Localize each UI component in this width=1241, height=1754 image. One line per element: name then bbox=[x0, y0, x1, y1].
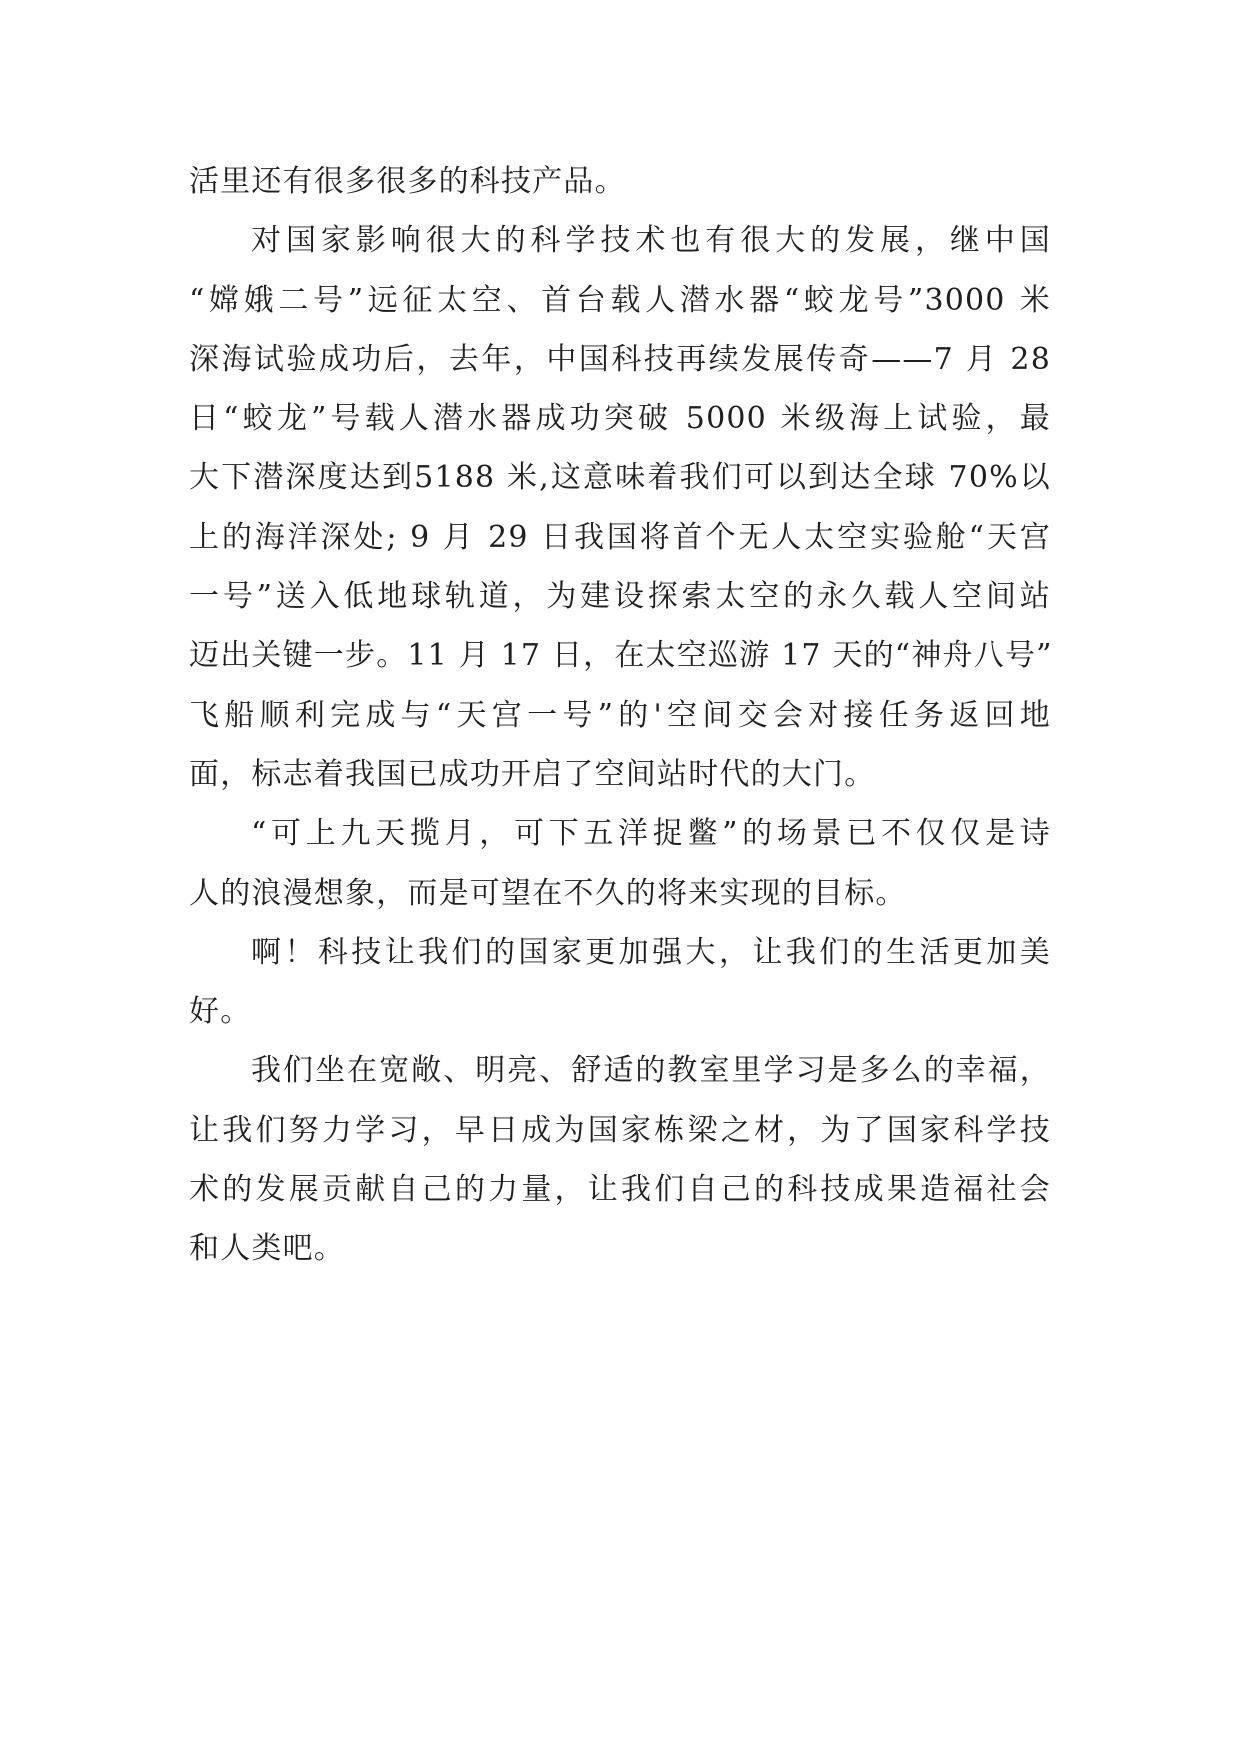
paragraph-5-line-3: 术的发展贡献自己的力量，让我们自己的科技成果造福社会 bbox=[189, 1172, 1051, 1208]
paragraph-2-line-1: 对国家影响很大的科学技术也有很大的发展，继中国 bbox=[251, 223, 1051, 259]
paragraph-5-line-1: 我们坐在宽敞、明亮、舒适的教室里学习是多么的幸福， bbox=[251, 1053, 1051, 1089]
paragraph-2-line-3: 深海试验成功后，去年，中国科技再续发展传奇——7 月 28 bbox=[189, 341, 1051, 377]
paragraph-2-line-10: 面，标志着我国已成功开启了空间站时代的大门。 bbox=[189, 756, 876, 792]
paragraph-1 bbox=[189, 152, 1051, 211]
paragraph-4 bbox=[189, 923, 1051, 1042]
paragraph-5 bbox=[189, 1041, 1051, 1278]
paragraph-5-line-2: 让我们努力学习，早日成为国家栋梁之材，为了国家科学技 bbox=[189, 1112, 1051, 1148]
paragraph-3 bbox=[189, 804, 1051, 923]
paragraph-2-line-7: 一号”送入低地球轨道，为建设探索太空的永久载人空间站 bbox=[189, 579, 1051, 615]
paragraph-2-line-6: 上的海洋深处; 9 月 29 日我国将首个无人太空实验舱“天宫 bbox=[189, 519, 1051, 555]
paragraph-2 bbox=[189, 211, 1051, 804]
paragraph-4-line-1: 啊！科技让我们的国家更加强大，让我们的生活更加美 bbox=[251, 934, 1051, 970]
paragraph-2-line-9: 飞船顺利完成与“天宫一号”的'空间交会对接任务返回地 bbox=[189, 697, 1051, 733]
body-text bbox=[189, 152, 1051, 1279]
paragraph-2-line-8: 迈出关键一步。11 月 17 日，在太空巡游 17 天的“神舟八号” bbox=[189, 638, 1053, 674]
paragraph-4-line-2: 好。 bbox=[189, 994, 252, 1030]
paragraph-2-line-4: 日“蛟龙”号载人潜水器成功突破 5000 米级海上试验，最 bbox=[189, 401, 1051, 437]
paragraph-5-line-4: 和人类吧。 bbox=[189, 1231, 345, 1267]
paragraph-3-line-1: “可上九天揽月，可下五洋捉鳖”的场景已不仅仅是诗 bbox=[251, 816, 1051, 852]
paragraph-1-line-1: 活里还有很多很多的科技产品。 bbox=[189, 164, 626, 199]
paragraph-2-line-2: “嫦娥二号”远征太空、首台载人潜水器“蛟龙号”3000 米 bbox=[189, 282, 1051, 318]
paragraph-2-line-5: 大下潜深度达到5188 米,这意味着我们可以到达全球 70%以 bbox=[189, 460, 1051, 496]
paragraph-3-line-2: 人的浪漫想象，而是可望在不久的将来实现的目标。 bbox=[189, 875, 907, 911]
